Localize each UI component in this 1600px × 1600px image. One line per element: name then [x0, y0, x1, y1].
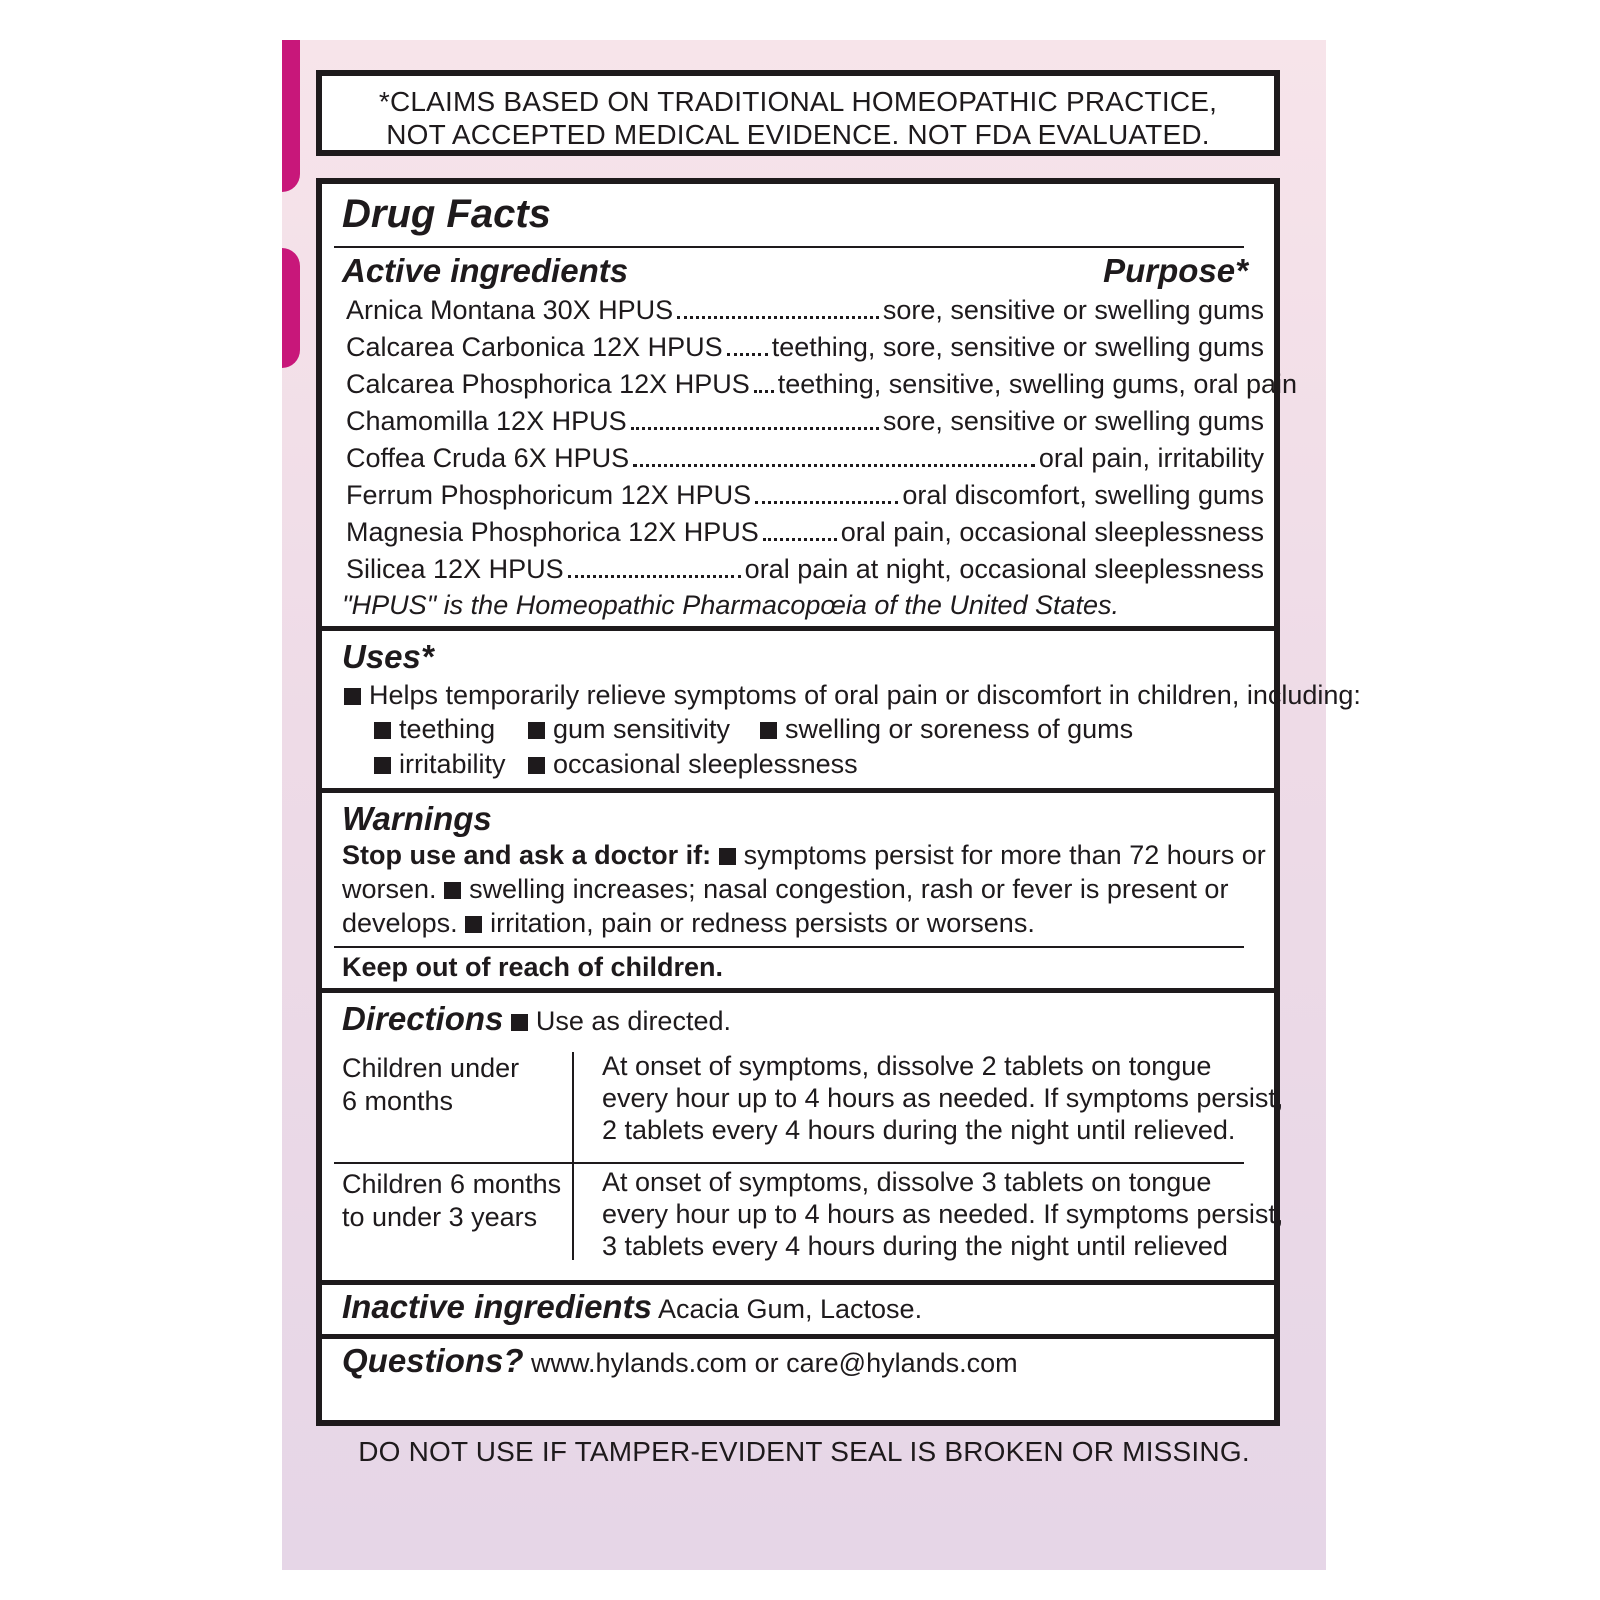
dosage-text: At onset of symptoms, dissolve 3 tablets on tongue [602, 1167, 1212, 1197]
dosage-text: every hour up to 4 hours as needed. If symptoms persist, [602, 1199, 1284, 1229]
directions-heading: Directions [342, 1000, 504, 1037]
claims-disclaimer-box [316, 70, 1280, 156]
ingredient-name: Magnesia Phosphorica 12X HPUS [346, 517, 759, 547]
divider [334, 246, 1244, 248]
warning-text: irritation, pain or redness persists or worsens. [490, 908, 1035, 938]
ingredient-purpose: sore, sensitive or swelling gums [882, 406, 1264, 436]
uses-intro-text: Helps temporarily relieve symptoms of oral pain or discomfort in children, including: [369, 680, 1361, 710]
warnings-line [342, 840, 1266, 871]
warnings-line [342, 874, 1228, 905]
drug-facts-panel [316, 178, 1361, 1426]
dosage-age-text: 6 months [342, 1086, 454, 1116]
dosage-text: 2 tablets every 4 hours during the night until relieved. [602, 1115, 1236, 1145]
questions-line [342, 1342, 1018, 1380]
dosage-text: At onset of symptoms, dissolve 2 tablets on tongue [602, 1051, 1212, 1081]
inactive-ingredients-line [342, 1288, 922, 1326]
use-item [374, 749, 506, 780]
ingredient-row [346, 290, 1264, 326]
dosage-text: 3 tablets every 4 hours during the night until relieved [602, 1231, 1228, 1261]
ingredient-row [346, 364, 1297, 400]
stop-use-label: Stop use and ask a doctor if: [342, 840, 712, 870]
dosage-age-text: Children under [342, 1053, 520, 1083]
bullet-icon [374, 757, 391, 774]
bullet-icon [511, 1014, 528, 1031]
uses-heading: Uses* [342, 638, 434, 675]
leader-dots [633, 464, 1035, 467]
use-item-text: teething [399, 714, 496, 744]
purpose-heading: Purpose* [1103, 252, 1248, 289]
use-item [760, 714, 1133, 745]
section-divider [322, 1280, 1274, 1285]
use-item-text: irritability [399, 749, 506, 779]
ingredient-name: Calcarea Carbonica 12X HPUS [346, 332, 723, 362]
use-item [374, 714, 495, 745]
ingredient-purpose: oral pain at night, occasional sleeplessness [744, 554, 1264, 584]
ingredient-name: Coffea Cruda 6X HPUS [346, 443, 630, 473]
ingredient-row [346, 475, 1264, 511]
ingredient-name: Arnica Montana 30X HPUS [346, 295, 674, 325]
claims-line: NOT ACCEPTED MEDICAL EVIDENCE. NOT FDA EVALUATED. [386, 119, 1210, 150]
brand-accent-stripe [282, 40, 300, 192]
warning-text: swelling increases; nasal congestion, rash or fever is present or [469, 874, 1229, 904]
ingredient-row [346, 401, 1264, 437]
leader-dots [677, 316, 879, 319]
tamper-seal-notice: DO NOT USE IF TAMPER-EVIDENT SEAL IS BROKEN OR MISSING. [358, 1436, 1250, 1467]
section-divider [322, 788, 1274, 793]
dosage-text: every hour up to 4 hours as needed. If symptoms persist, [602, 1083, 1284, 1113]
directions-general: Use as directed. [535, 1006, 731, 1036]
ingredient-row [346, 512, 1264, 548]
brand-accent-stripe [282, 248, 300, 368]
use-item [528, 749, 858, 780]
leader-dots [754, 390, 774, 393]
leader-dots [631, 427, 879, 430]
ingredient-purpose: oral pain, occasional sleeplessness [840, 517, 1264, 547]
leader-dots [755, 501, 898, 504]
table-row-divider [334, 1162, 1244, 1164]
ingredient-purpose: sore, sensitive or swelling gums [882, 295, 1264, 325]
bullet-icon [528, 722, 545, 739]
ingredient-purpose: oral discomfort, swelling gums [902, 480, 1264, 510]
ingredient-name: Chamomilla 12X HPUS [346, 406, 627, 436]
bullet-icon [344, 688, 361, 705]
bullet-icon [374, 722, 391, 739]
divider [334, 946, 1244, 948]
ingredient-name: Ferrum Phosphoricum 12X HPUS [346, 480, 752, 510]
warning-text: develops. [342, 908, 458, 938]
keep-out-of-reach: Keep out of reach of children. [342, 952, 724, 982]
ingredient-purpose: teething, sensitive, swelling gums, oral pain [777, 369, 1297, 399]
warnings-heading: Warnings [342, 800, 492, 837]
warning-text: symptoms persist for more than 72 hours or [743, 840, 1266, 870]
use-item-text: occasional sleeplessness [553, 749, 858, 779]
ingredient-name: Silicea 12X HPUS [346, 554, 564, 584]
section-divider [322, 1334, 1274, 1339]
use-item-text: swelling or soreness of gums [785, 714, 1134, 744]
section-divider [322, 626, 1274, 631]
use-item [528, 714, 730, 745]
bullet-icon [528, 757, 545, 774]
ingredient-row [346, 327, 1264, 363]
dosage-instructions [602, 1050, 1283, 1146]
hpus-note: "HPUS" is the Homeopathic Pharmacopœia of the United States. [342, 590, 1120, 620]
ingredient-purpose: teething, sore, sensitive or swelling gums [771, 332, 1264, 362]
bullet-icon [719, 848, 736, 865]
active-ingredients-heading: Active ingredients [342, 252, 629, 289]
dosage-age-text: Children 6 months [342, 1169, 562, 1199]
ingredient-purpose: oral pain, irritability [1038, 443, 1264, 473]
bullet-icon [760, 722, 777, 739]
bullet-icon [465, 916, 482, 933]
section-divider [322, 988, 1274, 993]
inactive-ingredients-text: Acacia Gum, Lactose. [657, 1294, 923, 1324]
dosage-age [342, 1168, 561, 1234]
dosage-age-text: to under 3 years [342, 1202, 538, 1232]
inactive-ingredients-heading: Inactive ingredients [342, 1288, 652, 1325]
dosage-instructions [602, 1166, 1283, 1262]
leader-dots [568, 575, 741, 578]
uses-intro [344, 680, 1361, 711]
ingredient-row [346, 549, 1264, 585]
table-column-divider [572, 1052, 574, 1260]
leader-dots [763, 538, 837, 541]
claims-line: *CLAIMS BASED ON TRADITIONAL HOMEOPATHIC PRACTICE, [378, 86, 1218, 117]
use-item-text: gum sensitivity [553, 714, 731, 744]
ingredient-row [346, 438, 1264, 474]
ingredient-name: Calcarea Phosphorica 12X HPUS [346, 369, 750, 399]
questions-contact: www.hylands.com or care@hylands.com [531, 1348, 1018, 1378]
bullet-icon [444, 882, 461, 899]
questions-heading: Questions? [342, 1342, 524, 1379]
leader-dots [727, 353, 768, 356]
directions-line [342, 1000, 731, 1038]
dosage-age [342, 1052, 519, 1118]
drug-facts-title: Drug Facts [342, 192, 551, 236]
warning-text: worsen. [342, 874, 437, 904]
warnings-line [342, 908, 1035, 939]
